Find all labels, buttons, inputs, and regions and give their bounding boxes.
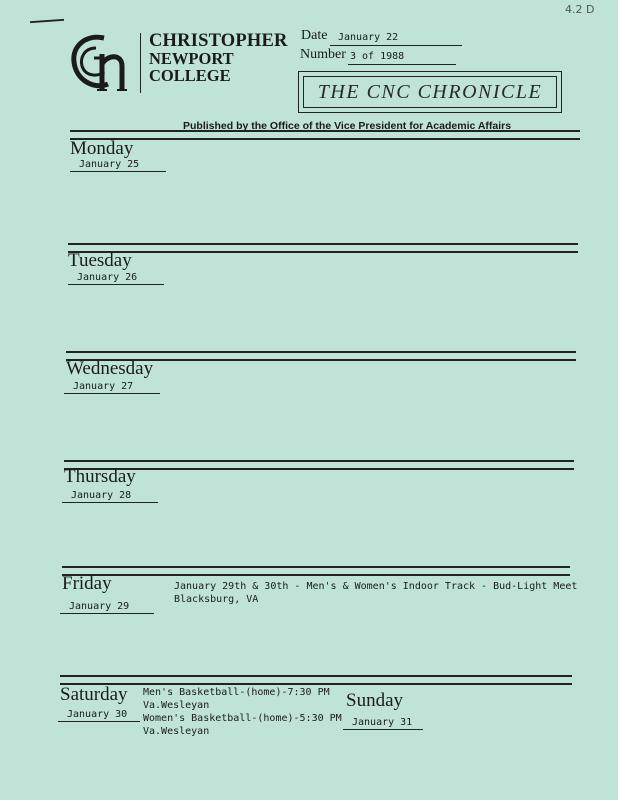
date-label: Date	[301, 28, 328, 43]
masthead-title: THE CNC CHRONICLE	[303, 76, 557, 108]
friday-label: Friday	[62, 573, 112, 594]
sunday-date: January 31	[343, 716, 423, 730]
friday-date: January 29	[60, 600, 154, 614]
published-by: Published by the Office of the Vice President for Academic Affairs	[183, 120, 512, 132]
saturday-event-line-4: Va.Wesleyan	[143, 726, 210, 737]
tuesday-label: Tuesday	[68, 250, 132, 271]
saturday-date: January 30	[58, 708, 140, 722]
wednesday-date: January 27	[64, 380, 160, 394]
brand-divider	[140, 33, 141, 93]
brand-line-2: NEWPORT	[149, 49, 234, 68]
friday-event-line-2: Blacksburg, VA	[174, 594, 259, 605]
tuesday-date: January 26	[68, 271, 164, 285]
brand-line-1: CHRISTOPHER	[149, 31, 288, 51]
monday-rule	[70, 130, 580, 140]
date-value: January 22	[330, 31, 462, 46]
saturday-label: Saturday	[60, 684, 128, 705]
corner-note: 4.2 D	[565, 3, 595, 16]
thursday-label: Thursday	[64, 466, 136, 487]
monday-label: Monday	[70, 138, 134, 159]
number-value: 3 of 1988	[348, 50, 456, 65]
brand-line-3: COLLEGE	[149, 66, 231, 85]
saturday-event-line-1: Men's Basketball-(home)-7:30 PM	[143, 687, 330, 698]
thursday-date: January 28	[62, 489, 158, 503]
monday-date: January 25	[70, 158, 166, 172]
masthead-box	[298, 71, 562, 113]
saturday-event-line-2: Va.Wesleyan	[143, 700, 210, 711]
thursday-rule	[64, 460, 574, 470]
saturday-rule	[60, 675, 572, 685]
tuesday-rule	[68, 243, 578, 253]
number-label: Number	[300, 47, 346, 62]
friday-rule	[62, 566, 570, 576]
sunday-label: Sunday	[346, 690, 403, 711]
brand-name	[149, 33, 288, 84]
saturday-event-line-3: Women's Basketball-(home)-5:30 PM	[143, 713, 342, 724]
college-logo-icon	[64, 28, 136, 98]
pen-mark	[30, 19, 64, 23]
wednesday-label: Wednesday	[66, 358, 154, 379]
friday-event-line-1: January 29th & 30th - Men's & Women's Indoor Track - Bud-Light Meet	[174, 581, 578, 592]
